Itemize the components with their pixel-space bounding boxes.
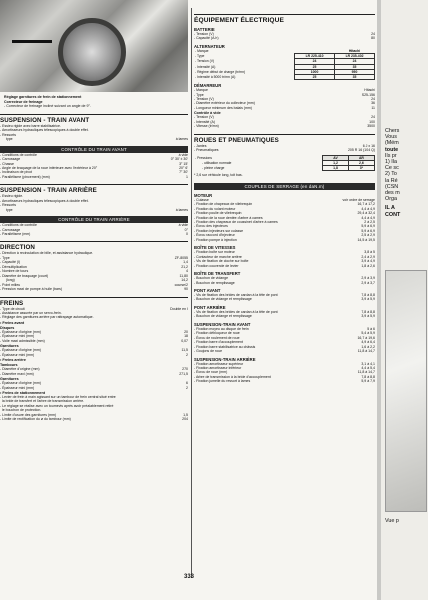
- table-row: - utilisation normale 1,2 2,6: [194, 160, 375, 165]
- right-column: [194, 0, 375, 384]
- text-line: - Le réglage se réalise avec un tournevis après avoir préalablement retiré: [0, 403, 114, 408]
- page-number: 333: [184, 574, 195, 580]
- spec-row: - Bouchon de vidange 2,9 à 3,9: [194, 276, 375, 281]
- spec-row: - Vis de fixation des brides de cardan à la tête de pont 7,8 à 8,8: [194, 309, 375, 314]
- subsection-bar-controle-avant: CONTRÔLE DU TRAIN AVANT: [0, 146, 188, 153]
- spec-row: - Contacteur de marche arrière 2,4 à 2,9: [194, 254, 375, 259]
- table-row: - Type LR 225-410 LR 235-402: [194, 54, 375, 59]
- spec-row: - Conditions de contrôle à vide: [0, 152, 188, 157]
- table-row: - Pressions AV AR: [194, 155, 375, 160]
- text-line: Chers: [385, 128, 400, 134]
- brake-drum-image: [58, 18, 126, 86]
- spec-row: - Fixation poulie de vilebrequin 29,4 à 32,4: [194, 211, 375, 216]
- spec-row: - Carrossage 0°: [0, 227, 188, 232]
- column-divider: [191, 8, 192, 578]
- text-line: (Mém: [385, 140, 399, 147]
- subheading-disques: Disques: [0, 325, 15, 330]
- subheading-pont-arriere: PONT ARRIÈRE: [194, 304, 226, 310]
- spec-row: - Fixation de chapeaux de vilebrequin 16,7 à 17,2: [194, 202, 375, 207]
- spec-row: - Épaisseur mini (mm) 2: [0, 352, 188, 357]
- section-title-equipement-electrique: ÉQUIPEMENT ÉLECTRIQUE: [194, 14, 375, 24]
- spec-row: type à lames: [6, 207, 188, 212]
- spec-row: - Fixation pompe à injection 14,5 à 19,5: [194, 237, 375, 242]
- spec-row: - Vis de fixation de cloche sur boîte 3,9 à 4,9: [194, 259, 375, 264]
- spec-row: - Conditions de contrôle à vide: [0, 223, 188, 228]
- spec-row: - Fixation boîte sur moteur 3,8 à 5: [194, 250, 375, 255]
- spec-row: - Diamètre maxi (mm) 271,5: [0, 371, 188, 376]
- alternateur-table: [194, 49, 375, 80]
- text-line: - Levier de frein à main agissant sur un tambour de frein central situé entre: [0, 395, 116, 399]
- spec-row: - Bouchon de remplissage 2,9 à 3,7: [194, 280, 375, 285]
- text-line: - Essieu rigide.: [0, 194, 24, 199]
- footnote: * 2,6 sur véhicule long, toit bas.: [194, 173, 243, 178]
- ctrl-av-rows: [0, 153, 188, 180]
- subheading-freins-arriere: • Freins arrière: [0, 358, 26, 363]
- subheading-suspension-arriere: SUSPENSION-TRAIN ARRIÈRE: [194, 356, 256, 362]
- spec-row: - Diamètre de braquage (court) 11,80: [0, 273, 188, 278]
- subheading-suspension-avant: SUSPENSION-TRAIN AVANT: [194, 321, 251, 327]
- spec-row: - Jantes 6 J x 16: [194, 143, 375, 148]
- spec-row: - Écrou de roue (mm) 11,8 à 14,7: [194, 370, 375, 375]
- section-title-suspension-arriere: SUSPENSION - TRAIN ARRIÈRE: [0, 184, 188, 194]
- spec-row: - Vis de fixation des brides de cardan à la tête de pont 7,8 à 8,8: [194, 292, 375, 297]
- section-title-roues: ROUES ET PNEUMATIQUES: [194, 134, 375, 144]
- spec-row: - Goujons de roue 11,8 à 14,7: [194, 349, 375, 354]
- spec-row: - Vitesse (tr/mn) 3500: [194, 124, 375, 129]
- subsection-bar-controle-arriere: CONTRÔLE DU TRAIN ARRIÈRE: [0, 216, 188, 223]
- text-line: des m: [385, 190, 400, 197]
- subheading-garnitures: Garnitures: [0, 377, 19, 382]
- text-line: - Ressorts: [0, 132, 16, 137]
- spec-row: type à lames: [6, 137, 188, 142]
- spec-row: - Point milieu course/2: [0, 282, 188, 287]
- pressions-table: [194, 155, 375, 172]
- spec-row: - Épaisseur mini (mm) 18: [0, 334, 188, 339]
- pointer-arrow: [12, 40, 52, 43]
- spec-row: - Type S25-156: [194, 92, 375, 97]
- table-row: - pleine charge 1,8 3*: [194, 166, 375, 171]
- spec-row: - Chasse 3° 15': [0, 161, 188, 166]
- spec-row: - Fixation barre d'accouplement 4,9 à 6,4: [194, 340, 375, 345]
- spec-row: - Fixation amortisseur inférieur 4,4 à 5,4: [194, 365, 375, 370]
- spec-row: - Arbre de transmission à la bride d'accouplement 7,8 à 8,8: [194, 374, 375, 379]
- spec-row: - Fixation de la roue dentée d'arbre à cames 4,4 à 4,9: [194, 215, 375, 220]
- spec-row: - Écrou raccord d'injecteur 2,5 à 2,9: [194, 233, 375, 238]
- spec-row: - Écrou des injecteurs 5,9 à 6,9: [194, 224, 375, 229]
- subheading-frein-stationnement: • Freins de stationnement: [0, 391, 45, 395]
- facing-figure: [385, 270, 427, 512]
- spec-row: - Fixation des chapeaux de coussinet d'arbre à cames 2 à 2,5: [194, 219, 375, 224]
- table-row: - Marque Hitachi: [195, 48, 361, 54]
- spec-row: - Capacité (A.h) 80: [194, 36, 375, 41]
- text-line: Ils pr: [385, 152, 397, 159]
- photo-caption: [4, 95, 188, 109]
- section-title-suspension-avant: SUSPENSION - TRAIN AVANT: [0, 114, 188, 124]
- subsection-bar-couples: COUPLES DE SERRAGE (en daN.m): [194, 183, 375, 190]
- text-line: - Amortisseurs hydrauliques télescopiques à double effet.: [0, 198, 89, 203]
- spec-row: - Type ZF-8055: [0, 255, 188, 260]
- spec-row: - Démultiplication 21,2: [0, 264, 188, 269]
- table-row: - Intensité (A) 25 35: [194, 64, 375, 69]
- subheading-garnitures: Garnitures: [0, 344, 19, 349]
- text-line: - Assistance assurée par un servo-frein.: [0, 311, 62, 316]
- spec-row: - Bouchon de vidange et remplissage 3,9 à 5,9: [194, 314, 375, 319]
- spec-row: - Épaisseur d'origine (mm) 20: [0, 329, 188, 334]
- text-line: Vous: [385, 134, 397, 141]
- spec-row: - Fixation jumelle du ressort à lames 5,9 à 7,9: [194, 379, 375, 384]
- caption-line-2: Correcteur de freinage: [4, 99, 43, 104]
- spec-row: - Fixation moyeu au disque de frein 5 à 6: [194, 326, 375, 331]
- spec-row: - Carrossage 0° 30' ± 30': [0, 157, 188, 162]
- caption-line-1: Réglage garnitures de frein de stationnement: [4, 95, 82, 99]
- text-line: - Réglage des garnitures arrière par rattrapage automatique.: [0, 315, 94, 320]
- spec-row: (long) 14,2: [0, 278, 188, 283]
- spec-row: - Inclinaison de pivot 7° 30': [0, 170, 188, 175]
- text-line: la Ré: [385, 177, 398, 184]
- spec-row: - Fixation du volant moteur 4,4 à 4,9: [194, 206, 375, 211]
- spec-row: - Capacité (l) 1,4: [0, 260, 188, 265]
- brake-photo: [0, 0, 188, 92]
- spec-row: - Pression maxi de pompe à huile (bars) 90: [0, 287, 188, 292]
- spec-row: - Fixation injecteurs sur culasse 5,9 à 6,9: [194, 228, 375, 233]
- text-line: Ce sc: [385, 165, 399, 172]
- spec-row: - Tension (V) 24: [194, 97, 375, 102]
- spec-row: - Épaisseur d'origine (mm) 11,5: [0, 348, 188, 353]
- spec-row: - Parallélisme (mm) 0: [0, 232, 188, 237]
- text-line: toute: [385, 146, 399, 153]
- table-row: - Tension (V) 24 24: [194, 59, 375, 64]
- table-row: - Intensité à 5000 tr/mn (A) 25 35: [194, 74, 375, 79]
- spec-row: - Marque Hitachi: [194, 88, 375, 93]
- spec-row: - Intensité (A) 100: [194, 119, 375, 124]
- text-line: - Essieu rigide avec barre stabilisatrice.: [0, 123, 61, 128]
- spec-row: - Type de circuit Double en I: [0, 306, 188, 311]
- spec-row: - Angle de braquage de la roue intérieure avec l'extérieur à 20° 20° 6': [0, 165, 188, 170]
- spec-row: - Voile maxi admissible (mm) 0,07: [0, 338, 188, 343]
- subheading-pont-avant: PONT AVANT: [194, 287, 221, 293]
- spec-row: - Parallélisme (pincement) (mm) 1: [0, 174, 188, 179]
- text-line: IL A: [385, 205, 395, 212]
- spec-row: - Limite de rectification du ø du tambour (mm) 204: [0, 417, 188, 422]
- section-title-direction: DIRECTION: [0, 241, 188, 251]
- spec-row: - Nombre de tours 4: [0, 269, 188, 274]
- text-line: CONT: [385, 211, 401, 218]
- text-line: (CSN: [385, 183, 399, 190]
- subheading-batterie: BATTERIE: [194, 27, 215, 32]
- text-line: Orga: [385, 196, 397, 203]
- spec-row: - Limite d'usure des garnitures (mm) 1,5: [0, 412, 188, 417]
- subheading-moteur: MOTEUR: [194, 192, 213, 198]
- subheading-alternateur: ALTERNATEUR: [194, 43, 225, 49]
- spec-row: - Bouchon de vidange et remplissage 3,9 à 5,9: [194, 297, 375, 302]
- text-line: 2) To: [385, 171, 397, 178]
- subheading-controle-a-vide: Contrôle à vide: [194, 111, 221, 116]
- subheading-demarreur: DÉMARREUR: [194, 83, 222, 89]
- spec-row: - Tension (V) 24: [194, 32, 375, 36]
- facing-caption: Vue p: [385, 518, 399, 524]
- text-line: le bouchon de protection.: [0, 408, 42, 413]
- text-line: 1) Ila: [385, 159, 397, 166]
- section-title-freins: FREINS: [0, 297, 188, 307]
- text-line: - Amortisseurs hydrauliques télescopiques à double effet.: [0, 128, 89, 133]
- spec-row: - Culasse voir ordre de serrage: [194, 197, 375, 202]
- spec-row: - Diamètre extérieur du collecteur (mm) 36: [194, 101, 375, 106]
- spec-row: - Diamètre d'origine (mm) 270: [0, 367, 188, 372]
- spec-row: - Tension (V) 24: [194, 115, 375, 120]
- spec-row: - Épaisseur d'origine (mm) 6: [0, 381, 188, 386]
- caption-line-3: - Correcteur de freinage incliné suivant un angle de 9°.: [4, 104, 91, 109]
- facing-page-text: [381, 0, 428, 218]
- spec-row: - Longueur minimum des balais (mm) 11: [194, 105, 375, 110]
- text-line: - Direction à recirculation de bille, et assistance hydraulique.: [0, 251, 94, 256]
- spec-row: - Pneumatiques 205 R 16 (104 Q): [194, 148, 375, 153]
- spec-row: - Épaisseur mini (mm) 2: [0, 385, 188, 390]
- spec-row: - Fixation amortisseur supérieur 3,1 à 4,1: [194, 361, 375, 366]
- text-line: la bride de transfert et l'arbre de transmission arrière.: [0, 399, 85, 404]
- table-row: - Régime début de charge (tr/mn) 1000 950: [194, 69, 375, 74]
- subheading-tambours: Tambours: [0, 363, 18, 368]
- spec-row: - Fixation barre stabilisatrice au châssis 1,6 à 2,2: [194, 344, 375, 349]
- facing-page: [381, 0, 428, 600]
- left-column: [0, 0, 188, 422]
- spec-row: - Écrou de roulement de roue 16,7 à 19,6: [194, 335, 375, 340]
- text-line: - Ressorts: [0, 203, 16, 208]
- subheading-boite-vitesses: BOÎTE DE VITESSES: [194, 245, 236, 251]
- spec-row: - Fixation débloqueur de roue 5,4 à 5,9: [194, 331, 375, 336]
- subheading-boite-transfert: BOÎTE DE TRANSFERT: [194, 271, 241, 277]
- spec-row: - Fixation couvercle de levier 1,8 à 2,6: [194, 263, 375, 268]
- subheading-freins-avant: • Freins avant: [0, 320, 25, 325]
